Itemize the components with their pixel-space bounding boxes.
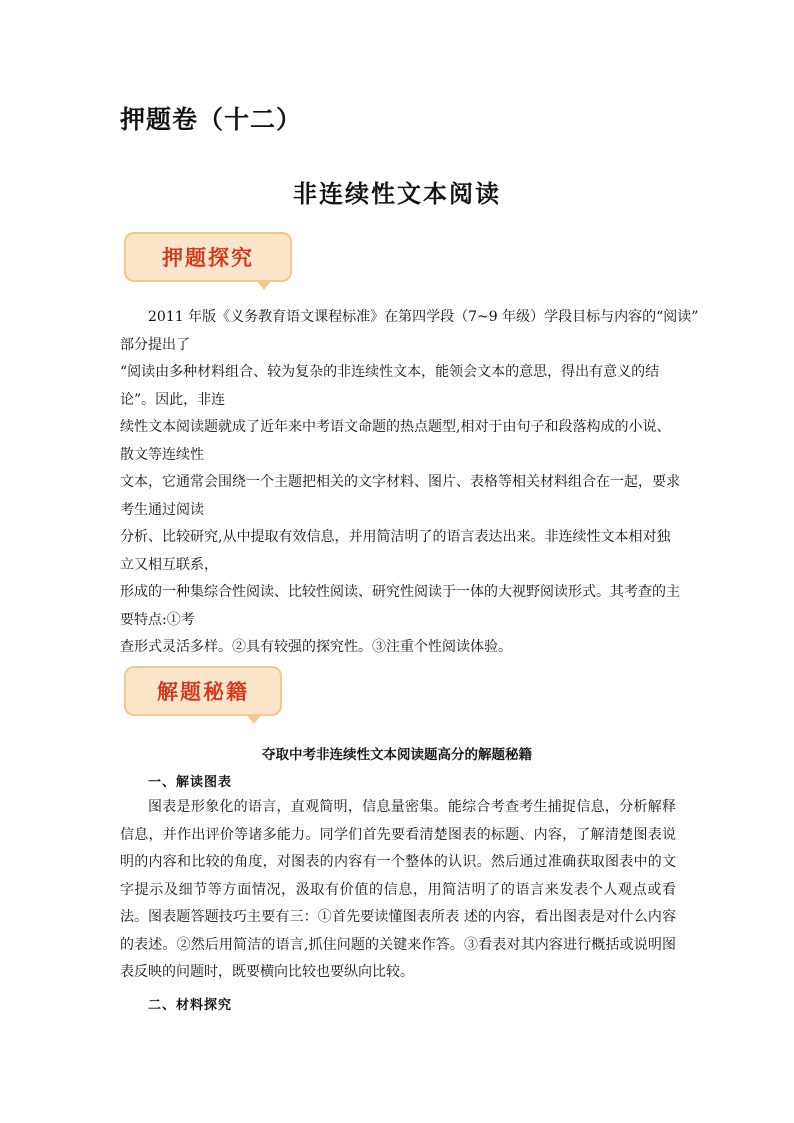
section-heading: 夺取中考非连续性文本阅读题高分的解题秘籍 — [262, 747, 532, 763]
intro-line: 查形式灵活多样。②具有较强的探究性。③注重个性阅读体验。 — [120, 639, 512, 655]
intro-line: 分析、比较研究,从中提取有效信息，并用简洁明了的语言表达出来。非连续性文本相对独 — [120, 529, 671, 545]
intro-line: 续性文本阅读题就成了近年来中考语文命题的热点题型,相对于由句子和段落构成的小说、 — [120, 419, 671, 435]
speech-tail-icon — [256, 280, 272, 290]
intro-line: 考生通过阅读 — [120, 501, 204, 518]
speech-tail-icon — [246, 714, 262, 724]
sub-heading-interpret-charts: 一、解读图表 — [148, 775, 233, 790]
doc-title: 押题卷（十二） — [120, 105, 303, 134]
intro-line: 文本，它通常会围绕一个主题把相关的文字材料、图片、表格等相关材料组合在一起，要求 — [120, 474, 680, 490]
intro-paragraph — [120, 304, 699, 662]
intro-line: 论”。因此，非连 — [120, 391, 226, 408]
sub-heading-material-exploration: 二、材料探究 — [148, 998, 233, 1013]
doc-subtitle: 非连续性文本阅读 — [293, 180, 501, 208]
section-badge-solving-secrets — [124, 666, 282, 716]
badge-label: 解题秘籍 — [157, 680, 249, 704]
intro-line: 散文等连续性 — [120, 446, 204, 463]
body-paragraph: 图表是形象化的语言，直观简明，信息量密集。能综合考查考生捕捉信息，分析解释信息，并作出评价等诸多能力。同学们首先要看清楚图表的标题、内容，了解清楚图表说明的内容和比较的角度，对图表的内容有一个整体的认识。然后通过准确获取图表中的文字提示及细节等方面情况，汲取有价值的信息，用简洁明了的语言来发表个人观点或看法。 — [120, 799, 676, 925]
body-paragraph: 图表题答题技巧主要有三：①首先要读懂图表所表 述的内容，看出图表是对什么内容的表述。②然后用简洁的语言,抓住问题的关键来作答。③看表对其内容进行概括或说明图表反映的问题时，既要横向比较也要纵向比较。 — [120, 909, 676, 980]
section-badge-exam-exploration — [124, 232, 292, 282]
intro-line: “阅读由多种材料组合、较为复杂的非连续性文本，能领会文本的意思，得出有意义的结 — [120, 364, 660, 380]
intro-line: 要特点:①考 — [120, 611, 195, 628]
badge-label: 押题探究 — [162, 246, 254, 270]
intro-line: 立又相互联系， — [120, 556, 218, 573]
intro-line: 形成的一种集综合性阅读、比较性阅读、研究性阅读于一体的大视野阅读形式。其考查的主 — [120, 584, 680, 600]
intro-line: 部分提出了 — [120, 336, 190, 353]
intro-line: 2011 年版《义务教育语文课程标准》在第四学段（7~9 年级）学段目标与内容的“阅读” — [120, 309, 699, 325]
